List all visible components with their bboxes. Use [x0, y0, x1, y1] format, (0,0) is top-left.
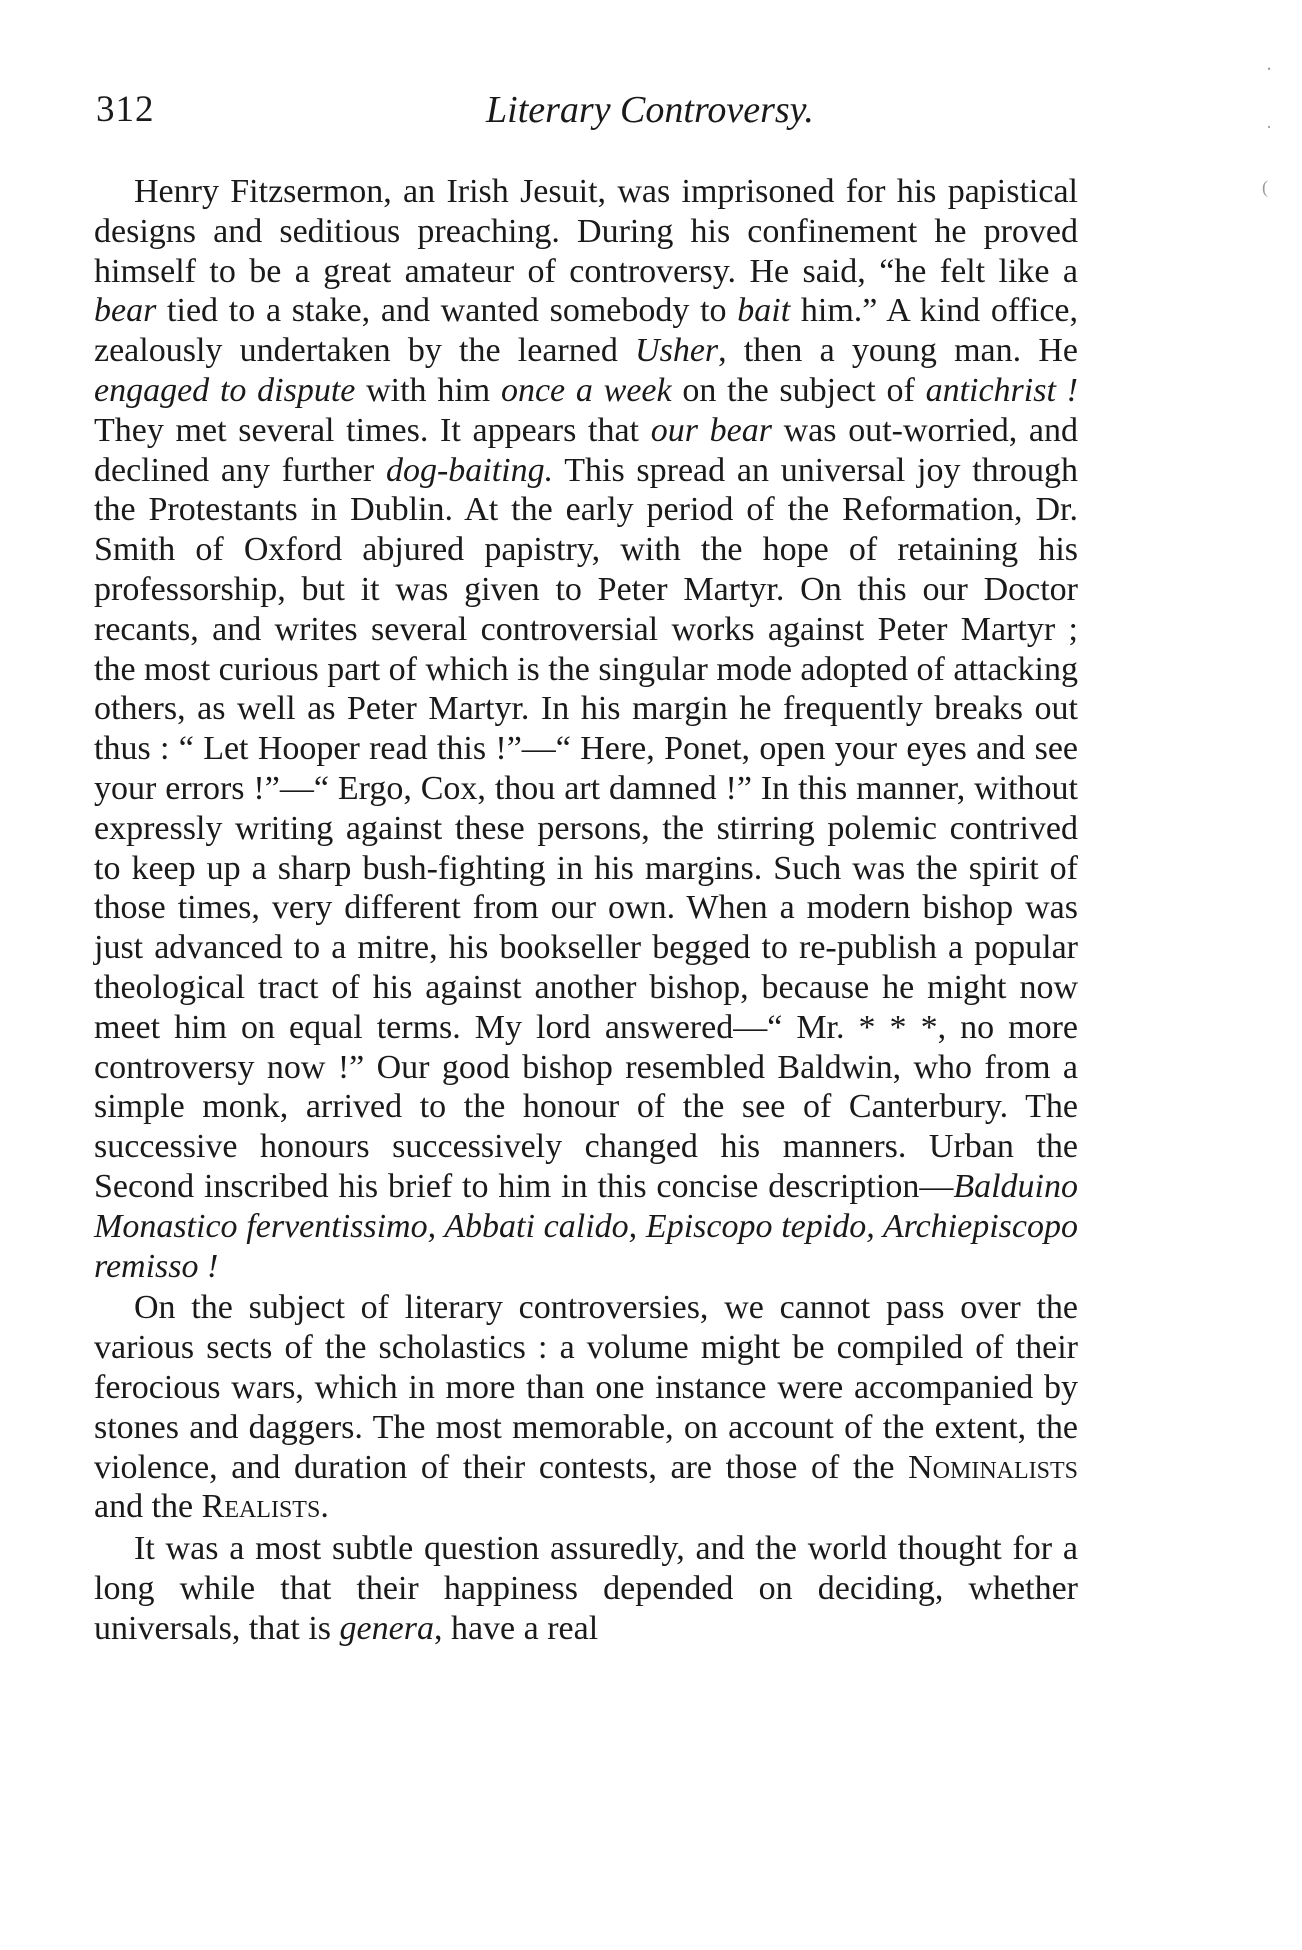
paragraph [94, 1288, 1078, 1527]
paragraph [94, 172, 1078, 1286]
italic-text: antichrist ! [925, 371, 1078, 409]
text-run: on the subject of [671, 371, 926, 409]
page-number: 312 [96, 89, 155, 130]
paragraph [94, 1529, 1078, 1648]
text-run: They met several times. It appears that [94, 411, 651, 449]
italic-text: bait [737, 292, 791, 330]
italic-text: genera [339, 1609, 434, 1647]
scan-mark: ( [1262, 177, 1268, 197]
smallcaps-text: Realists [201, 1488, 321, 1526]
text-run: and the [94, 1488, 202, 1526]
scan-mark: ⋅ [1266, 59, 1273, 79]
text-run: was out-worried, and declined any further [94, 411, 1078, 489]
text-run: Henry Fitzsermon, an Irish Jesuit, was imprisoned for his papistical designs and seditious preaching. During his confinement he proved himself to be a great amateur of controversy. He said, “he felt like a [94, 173, 1078, 290]
body-text [94, 172, 1078, 1648]
italic-text: Usher [635, 332, 719, 370]
scan-mark: · [1266, 117, 1272, 137]
text-run: , then a young man. He [718, 332, 1078, 370]
italic-text: our bear [650, 411, 772, 449]
italic-text: dog-baiting. [385, 451, 554, 489]
italic-text: bear [94, 292, 157, 330]
italic-text: Balduino Monastico ferventissimo, Abbati calido, Episcopo tepido, Archiepiscopo remisso ! [94, 1167, 1078, 1285]
text-run: This spread an universal joy through the Protestants in Dublin. At the early period of the Reformation, Dr. Smith of Oxford abjured papistry, with the hope of retaining his professorship, but it was given to Peter Martyr. On this our Doctor recants, and writes several controversial works against Peter Martyr ; the most curious part of which is the singular mode adopted of attacking others, as well as Peter Martyr. In his margin he frequently breaks out thus : “ Let Hooper read this !”—“ Here, Ponet, open your eyes and see your errors !”—“ Ergo, Cox, thou art damned !” In this manner, without expressly writing against these persons, the stirring polemic contrived to keep up a sharp bush-fighting in his margins. Such was the spirit of those times, very different from our own. When a modern bishop was just advanced to a mitre, his bookseller begged to re-publish a popular theological tract of his against another bishop, because he might now meet him on equal terms. My lord answered—“ Mr. * * *, no more controversy now !” Our good bishop resembled Baldwin, who from a simple monk, arrived to the honour of the see of Canterbury. The successive honours successively changed his manners. Urban the Second inscribed his brief to him in this concise description— [94, 451, 1078, 1205]
text-run: tied to a stake, and wanted somebody to [156, 292, 738, 330]
text-run: with him [355, 371, 501, 409]
smallcaps-text: Nominalists [908, 1448, 1078, 1486]
italic-text: once a week [500, 371, 672, 409]
text-run: . [320, 1488, 329, 1526]
text-run: It was a most subtle question assuredly, and the world thought for a long while that their happiness depended on deciding, whether universals, that is [94, 1530, 1078, 1647]
page-header [96, 88, 1080, 144]
text-run: , have a real [433, 1609, 599, 1647]
running-title: Literary Controversy. [486, 89, 814, 131]
text-run: him.” A kind office, zealously undertaken by the learned [94, 292, 1079, 370]
text-run: On the subject of literary controversies, we cannot pass over the various sects of the scholastics : a volume might be compiled of their ferocious wars, which in more than one instance were accompanied by stones and daggers. The most memorable, on account of the extent, the violence, and duration of their contests, are those of the [94, 1289, 1078, 1486]
italic-text: engaged to dispute [94, 371, 356, 409]
